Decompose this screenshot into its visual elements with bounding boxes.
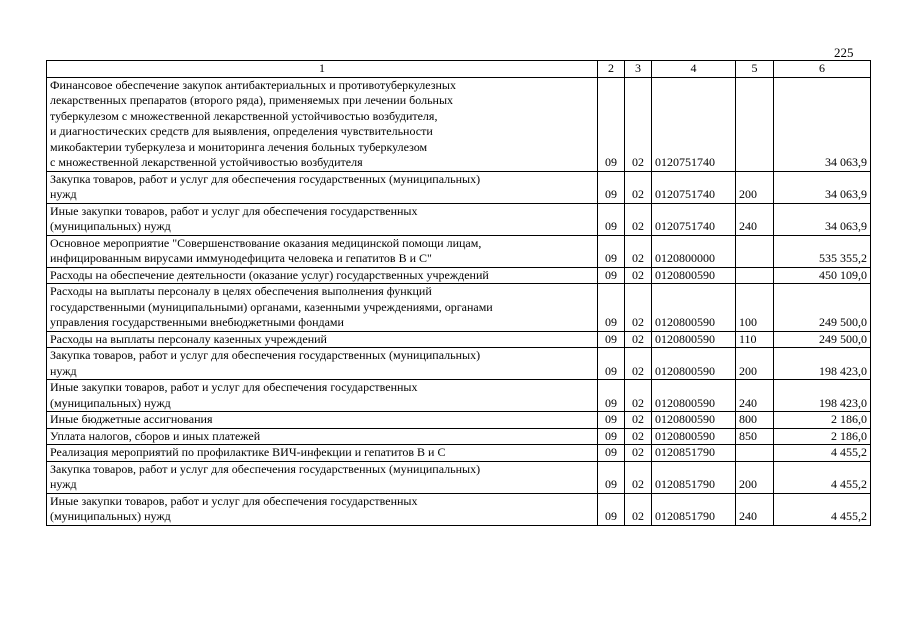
column-header-3: 3 [625, 61, 652, 78]
expense-type-code-cell [736, 235, 774, 267]
table-row [47, 380, 871, 412]
table-row [47, 461, 871, 493]
amount-cell: 34 063,9 [774, 77, 871, 171]
row-name-line: Иные закупки товаров, работ и услуг для обеспечения государственных [50, 493, 418, 508]
row-name-line: лекарственных препаратов (второго ряда), применяемых при лечении больных [50, 93, 454, 107]
section-code-cell: 09 [598, 284, 625, 332]
row-name-line: нужд [50, 187, 77, 201]
table-row [47, 171, 871, 203]
row-name-line: Закупка товаров, работ и услуг для обеспечения государственных (муниципальных) [50, 461, 481, 476]
row-name-line: Иные бюджетные ассигнования [50, 412, 213, 426]
amount-cell: 34 063,9 [774, 171, 871, 203]
row-name-line: Иные закупки товаров, работ и услуг для обеспечения государственных [50, 203, 418, 218]
subsection-code-cell: 02 [625, 77, 652, 171]
expense-type-code-cell [736, 445, 774, 462]
table-row [47, 267, 871, 284]
column-header-4: 4 [652, 61, 736, 78]
amount-cell: 2 186,0 [774, 412, 871, 429]
section-code-cell: 09 [598, 348, 625, 380]
target-article-code-cell: 0120751740 [652, 203, 736, 235]
amount-cell: 4 455,2 [774, 493, 871, 525]
row-name-line: (муниципальных) нужд [50, 395, 171, 410]
target-article-code-cell: 0120800000 [652, 235, 736, 267]
section-code-cell: 09 [598, 77, 625, 171]
row-name-line: Расходы на обеспечение деятельности (оказание услуг) государственных учреждений [50, 267, 489, 282]
section-code-cell: 09 [598, 428, 625, 445]
row-name-line: нужд [50, 363, 77, 378]
subsection-code-cell: 02 [625, 380, 652, 412]
target-article-code-cell: 0120751740 [652, 171, 736, 203]
amount-cell: 249 500,0 [774, 331, 871, 348]
expense-type-code-cell: 800 [736, 412, 774, 429]
row-name-cell [47, 203, 598, 235]
row-name-line: нужд [50, 477, 77, 491]
expense-type-code-cell: 100 [736, 284, 774, 332]
subsection-code-cell: 02 [625, 203, 652, 235]
row-name-cell [47, 77, 598, 171]
subsection-code-cell: 02 [625, 171, 652, 203]
amount-cell: 535 355,2 [774, 235, 871, 267]
table-row [47, 284, 871, 332]
subsection-code-cell: 02 [625, 348, 652, 380]
row-name-line: (муниципальных) нужд [50, 509, 171, 523]
subsection-code-cell: 02 [625, 461, 652, 493]
expense-type-code-cell: 240 [736, 380, 774, 412]
row-name-line: Закупка товаров, работ и услуг для обеспечения государственных (муниципальных) [50, 348, 481, 362]
subsection-code-cell: 02 [625, 493, 652, 525]
section-code-cell: 09 [598, 493, 625, 525]
row-name-cell [47, 284, 598, 332]
row-name-line: (муниципальных) нужд [50, 219, 171, 233]
subsection-code-cell: 02 [625, 267, 652, 284]
target-article-code-cell: 0120851790 [652, 461, 736, 493]
row-name-line: Расходы на выплаты персоналу казенных учреждений [50, 331, 327, 346]
row-name-line: и диагностических средств для выявления, определения чувствительности [50, 124, 433, 138]
target-article-code-cell: 0120851790 [652, 445, 736, 462]
row-name-cell [47, 493, 598, 525]
target-article-code-cell: 0120751740 [652, 77, 736, 171]
subsection-code-cell: 02 [625, 428, 652, 445]
amount-cell: 2 186,0 [774, 428, 871, 445]
table-row [47, 412, 871, 429]
expense-type-code-cell [736, 77, 774, 171]
section-code-cell: 09 [598, 203, 625, 235]
table-row [47, 428, 871, 445]
expense-type-code-cell: 240 [736, 493, 774, 525]
page-number: 225 [834, 45, 854, 60]
amount-cell: 198 423,0 [774, 348, 871, 380]
column-header-1: 1 [47, 61, 598, 78]
table-row [47, 331, 871, 348]
row-name-line: государственными (муниципальными) органами, казенными учреждениями, органами [50, 299, 493, 314]
target-article-code-cell: 0120800590 [652, 412, 736, 429]
table-row [47, 493, 871, 525]
row-name-line: Финансовое обеспечение закупок антибактериальных и противотуберкулезных [50, 77, 456, 92]
row-name-cell [47, 445, 598, 462]
row-name-line: Закупка товаров, работ и услуг для обеспечения государственных (муниципальных) [50, 171, 481, 186]
target-article-code-cell: 0120800590 [652, 267, 736, 284]
target-article-code-cell: 0120800590 [652, 284, 736, 332]
section-code-cell: 09 [598, 331, 625, 348]
header-row [47, 61, 871, 78]
target-article-code-cell: 0120800590 [652, 428, 736, 445]
row-name-line: с множественной лекарственной устойчивостью возбудителя [50, 155, 363, 169]
section-code-cell: 09 [598, 445, 625, 462]
row-name-cell [47, 412, 598, 429]
expense-type-code-cell [736, 267, 774, 284]
expense-type-code-cell: 850 [736, 428, 774, 445]
budget-table [46, 60, 871, 526]
target-article-code-cell: 0120800590 [652, 380, 736, 412]
column-header-5: 5 [736, 61, 774, 78]
amount-cell: 4 455,2 [774, 461, 871, 493]
row-name-line: Реализация мероприятий по профилактике ВИЧ-инфекции и гепатитов В и С [50, 445, 446, 459]
subsection-code-cell: 02 [625, 412, 652, 429]
amount-cell: 198 423,0 [774, 380, 871, 412]
row-name-line: инфицированным вирусами иммунодефицита человека и гепатитов В и С" [50, 251, 432, 265]
row-name-line: Уплата налогов, сборов и иных платежей [50, 428, 261, 443]
section-code-cell: 09 [598, 461, 625, 493]
row-name-line: Основное мероприятие "Совершенствование оказания медицинской помощи лицам, [50, 235, 482, 250]
row-name-cell [47, 171, 598, 203]
row-name-cell [47, 235, 598, 267]
row-name-line: микобактерии туберкулеза и мониторинга лечения больных туберкулезом [50, 139, 428, 154]
table-row [47, 77, 871, 171]
target-article-code-cell: 0120800590 [652, 348, 736, 380]
section-code-cell: 09 [598, 171, 625, 203]
section-code-cell: 09 [598, 380, 625, 412]
expense-type-code-cell: 200 [736, 171, 774, 203]
subsection-code-cell: 02 [625, 445, 652, 462]
row-name-cell [47, 380, 598, 412]
table-row [47, 203, 871, 235]
row-name-line: Расходы на выплаты персоналу в целях обеспечения выполнения функций [50, 284, 432, 298]
row-name-cell [47, 331, 598, 348]
section-code-cell: 09 [598, 412, 625, 429]
table-row [47, 348, 871, 380]
row-name-cell [47, 348, 598, 380]
row-name-cell [47, 267, 598, 284]
row-name-cell [47, 461, 598, 493]
target-article-code-cell: 0120800590 [652, 331, 736, 348]
column-header-6: 6 [774, 61, 871, 78]
amount-cell: 4 455,2 [774, 445, 871, 462]
row-name-line: управления государственными внебюджетными фондами [50, 315, 344, 329]
amount-cell: 450 109,0 [774, 267, 871, 284]
section-code-cell: 09 [598, 235, 625, 267]
subsection-code-cell: 02 [625, 235, 652, 267]
table-body [47, 77, 871, 525]
expense-type-code-cell: 240 [736, 203, 774, 235]
amount-cell: 34 063,9 [774, 203, 871, 235]
expense-type-code-cell: 110 [736, 331, 774, 348]
row-name-cell [47, 428, 598, 445]
section-code-cell: 09 [598, 267, 625, 284]
row-name-line: Иные закупки товаров, работ и услуг для обеспечения государственных [50, 380, 418, 394]
subsection-code-cell: 02 [625, 331, 652, 348]
table-row [47, 235, 871, 267]
expense-type-code-cell: 200 [736, 348, 774, 380]
amount-cell: 249 500,0 [774, 284, 871, 332]
table-row [47, 445, 871, 462]
expense-type-code-cell: 200 [736, 461, 774, 493]
target-article-code-cell: 0120851790 [652, 493, 736, 525]
subsection-code-cell: 02 [625, 284, 652, 332]
column-header-2: 2 [598, 61, 625, 78]
row-name-line: туберкулезом с множественной лекарственной устойчивостью возбудителя, [50, 108, 438, 123]
